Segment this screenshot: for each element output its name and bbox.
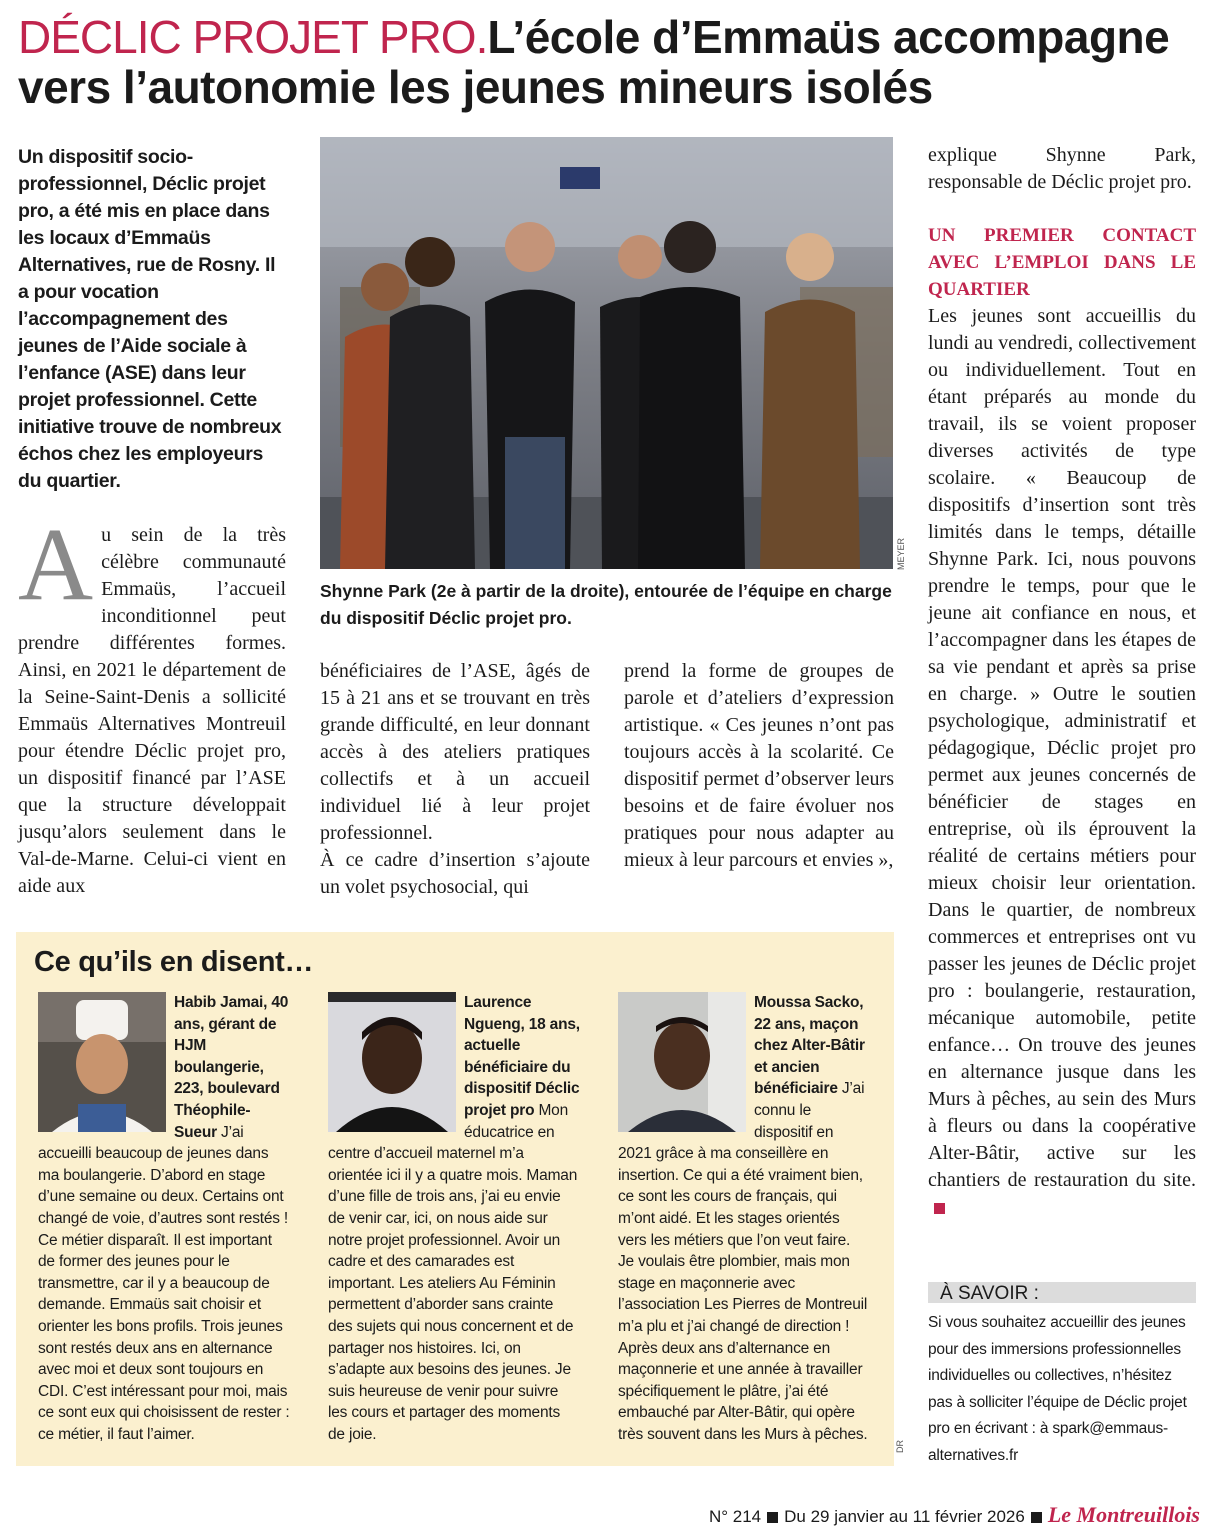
separator-icon (767, 1512, 778, 1523)
end-mark-icon (934, 1203, 945, 1214)
info-box-title: À SAVOIR : (928, 1282, 1196, 1303)
article-subhead: UN PREMIER CONTACT AVEC L’EMPLOI DANS LE QUARTIER (928, 225, 1196, 300)
article-column-4 (928, 142, 1196, 1221)
drop-cap: A (18, 507, 94, 622)
portrait-habib (38, 992, 166, 1132)
testimonials-title: Ce qu’ils en disent… (34, 946, 314, 978)
page-footer (660, 1502, 1200, 1528)
article-text-1: u sein de la très célèbre communauté Emmaüs, l’accueil inconditionnel peut prendre différentes formes. Ainsi, en 2021 le département de la Seine-Saint-Denis a sollicité Emmaüs Alternatives Montreuil pour étendre Déclic projet pro, un dispositif financé par l’ASE que la structure développait jusqu’alors seulement dans le Val-de-Marne. Celui-ci vient en aide aux (18, 524, 286, 897)
publication-name: Le Montreuillois (1047, 1502, 1200, 1527)
testimonial-laurence-name: Laurence Ngueng, 18 ans, actuelle bénéficiaire du dispositif Déclic projet pro (464, 994, 580, 1119)
testimonial-habib (38, 992, 290, 1445)
testimonial-laurence (328, 992, 580, 1445)
issue-dates: Du 29 janvier au 11 février 2026 (784, 1507, 1025, 1526)
article-lead: Un dispositif socio-professionnel, Déclic projet pro, a été mis en place dans les locaux d’Emmaüs Alternatives, rue de Rosny. Il a pour vocation l’accompagnement des jeunes de l’Aide sociale à l’enfance (ASE) dans leur projet professionnel. Cette initiative trouve de nombreux échos chez les employeurs du quartier. (18, 146, 282, 492)
testimonial-moussa-quote: J’ai connu le dispositif en 2021 grâce à ma conseillère en insertion. Ce qui a été vraiment bien, ce sont les cours de français, qui m’ont aidé. Et les stages orientés vers les métiers que l’on veut faire. Je voulais être plombier, mais mon stage en maçonnerie avec l’association Les Pierres de Montreuil m’a plu et j’ai changé de direction ! Après deux ans d’alternance en maçonnerie et une année à travailler spécifiquement le plâtre, j’ai été embauché par Alter-Bâtir, qui opère très souvent dans les Murs à pêches. (618, 1080, 868, 1443)
team-photo (320, 137, 893, 569)
testimonial-habib-quote: J’ai accueilli beaucoup de jeunes dans ma boulangerie. D’abord en stage d’une semaine ou deux. Certains ont changé de voie, d’autres sont restés ! Ce métier disparaît. Il est important de former des jeunes pour le transmettre, car il y a beaucoup de demande. Emmaüs sait choisir et orienter les bons profils. Trois jeunes sont restés deux ans en alternance avec moi et deux sont toujours en CDI. C’est intéressant pour moi, mais ce sont eux qui choisissent de rester : ce métier, il faut l’aimer. (38, 1123, 290, 1443)
headline-title: L’école d’Emmaüs accompagne vers l’autonomie les jeunes mineurs isolés (18, 11, 1170, 113)
article-text-2a: bénéficiaires de l’ASE, âgés de 15 à 21 ans et se trouvant en très grande difficulté, en leur donnant accès à des ateliers pratiques collectifs et à un accueil individuel lié à leur projet professionnel. (320, 660, 590, 844)
rubric: DÉCLIC PROJET PRO. (18, 11, 488, 63)
team-photo-illustration (320, 137, 893, 569)
article-text-4b (928, 303, 1196, 1221)
testimonials-credit: DR (895, 1440, 905, 1453)
article-text-4a: explique Shynne Park, responsable de Déclic projet pro. (928, 144, 1196, 193)
testimonials-box (16, 932, 894, 1466)
info-box (928, 1282, 1196, 1469)
info-box-text: Si vous souhaitez accueillir des jeunes pour des immersions professionnelles individuelles ou collectives, n’hésitez pas à solliciter l’équipe de Déclic projet pro en écrivant : à spark@emmaus-alternatives.fr (928, 1314, 1187, 1464)
portrait-laurence (328, 992, 456, 1132)
testimonial-habib-name: Habib Jamai, 40 ans, gérant de HJM boulangerie, 223, boulevard Théophile-Sueur (174, 994, 289, 1141)
article-text-3: prend la forme de groupes de parole et d’ateliers d’expression artistique. « Ces jeunes n’ont pas toujours accès à la scolarité. Ce dispositif permet d’observer leurs besoins et de faire évoluer nos pratiques pour nous adapter au mieux à leur parcours et envies », (624, 660, 894, 871)
testimonial-moussa-name: Moussa Sacko, 22 ans, maçon chez Alter-Bâtir et ancien bénéficiaire (754, 994, 865, 1098)
issue-number: N° 214 (708, 1507, 762, 1526)
testimonial-moussa (618, 992, 870, 1445)
photo-credit: MEYER (896, 537, 906, 570)
headline (18, 12, 1198, 112)
portrait-moussa (618, 992, 746, 1132)
separator-icon (1031, 1512, 1042, 1523)
photo-caption: Shynne Park (2e à partir de la droite), entourée de l’équipe en charge du dispositif Déclic projet pro. (320, 581, 892, 628)
testimonial-laurence-quote: Mon éducatrice en centre d’accueil maternel m’a orientée ici il y a quatre mois. Maman d’une fille de trois ans, j’ai eu envie de venir car, ici, on nous aide sur notre projet professionnel. Avoir un cadre et des camarades est important. Les ateliers Au Féminin permettent d’aborder sans crainte des sujets qui nous concernent et de partager nos histoires. Ici, on s’adapte aux besoins des jeunes. Je suis heureuse de venir pour suivre les cours et partager des moments de joie. (328, 1101, 578, 1443)
article-column-1 (18, 507, 286, 900)
article-text-2b: À ce cadre d’insertion s’ajoute un volet psychosocial, qui (320, 849, 590, 898)
article-column-2 (320, 658, 590, 901)
article-text-4b-content: Les jeunes sont accueillis du lundi au vendredi, collectivement ou individuellement. Tout en étant préparés au monde du travail, ils se voient proposer diverses activités de type scolaire. « Beaucoup de dispositifs d’insertion sont très limités dans le temps, détaille Shynne Park. Ici, nous pouvons prendre le temps, pour que le jeune ait confiance en nous, et l’accompagner dans les étapes de sa vie pendant et après sa prise en charge. » Outre le soutien psychologique, administratif et pédagogique, Déclic projet pro permet aux jeunes concernés de bénéficier de stages en entreprise, où ils éprouvent la réalité de certains métiers pour mieux choisir leur orientation. Dans le quartier, de nombreux commerces et entreprises ont vu passer les jeunes de Déclic projet pro : boulangerie, restauration, mécanique automobile, petite enfance… On trouve des jeunes en alternance jusque dans les Murs à pêches, au sein des Murs à fleurs ou dans la coopérative Alter-Bâtir, active sur les chantiers de restauration du site. (928, 305, 1196, 1191)
article-column-3 (624, 658, 894, 874)
